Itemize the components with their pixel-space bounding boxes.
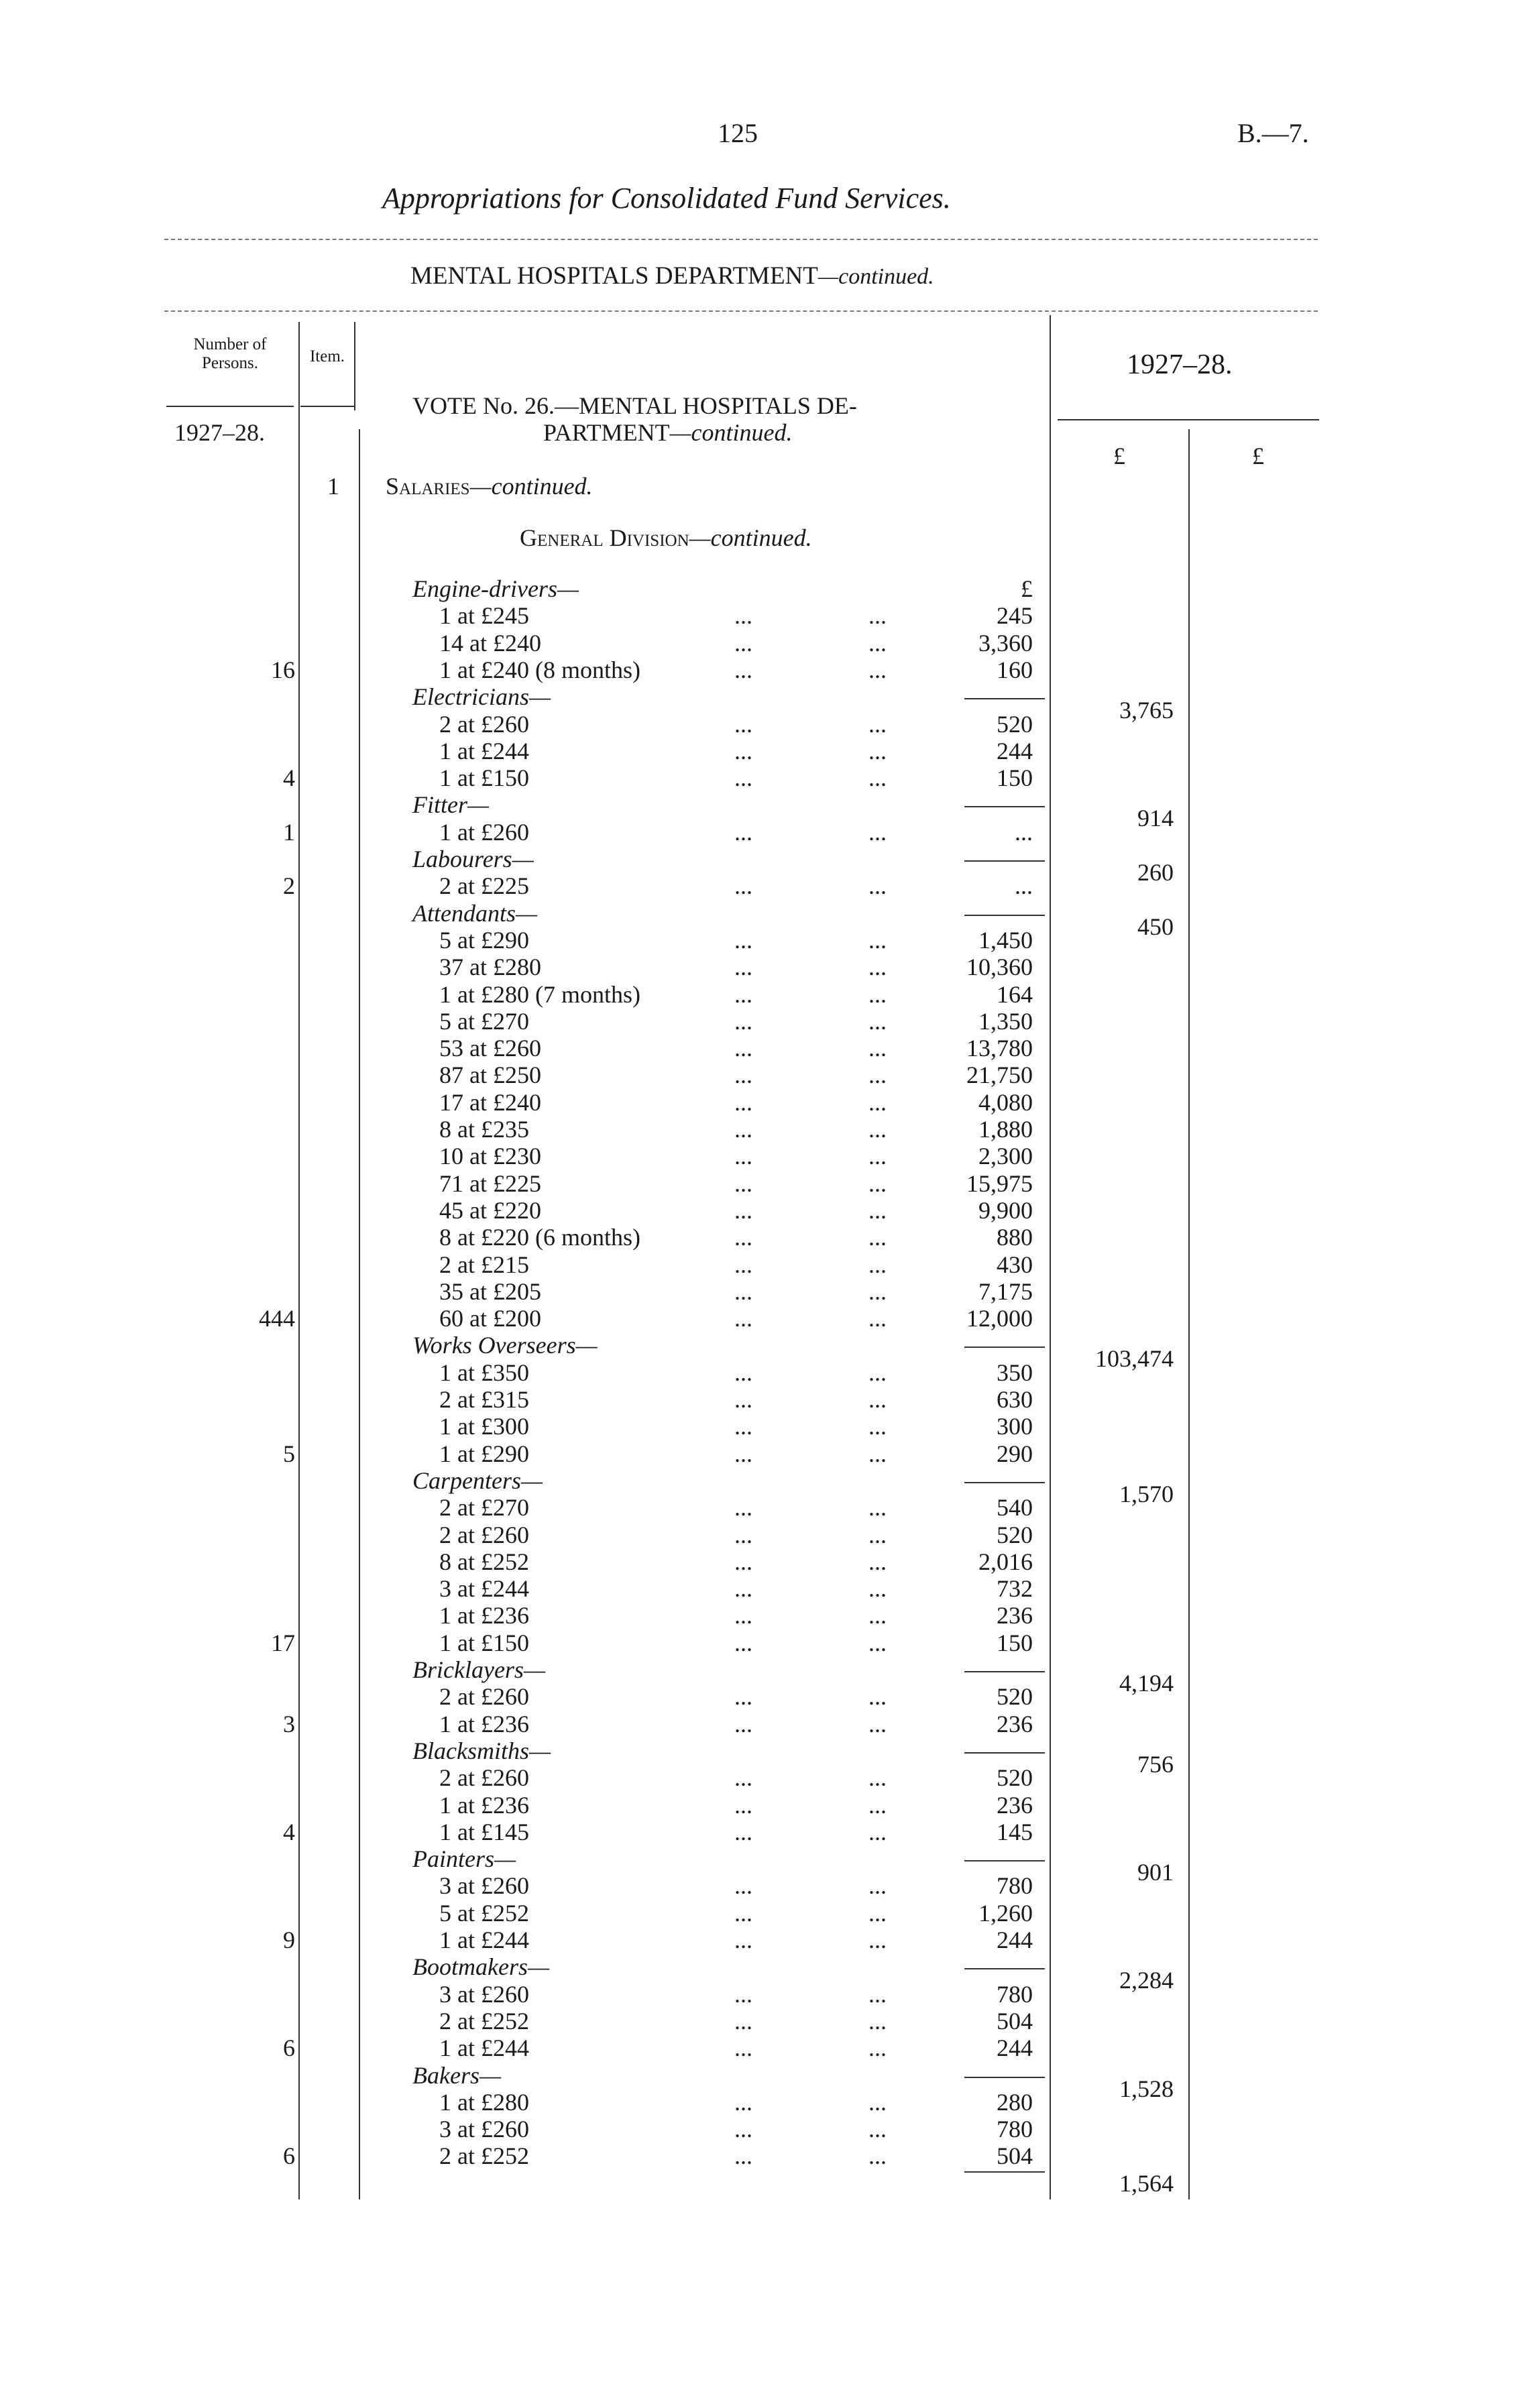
ledger-dots: ...: [734, 602, 752, 630]
ledger-dots: ...: [734, 1305, 752, 1332]
ledger-dots: ...: [868, 1872, 887, 1900]
persons-count: 9: [283, 1927, 295, 1953]
ledger-row-text: 1 at £150: [439, 1629, 529, 1656]
group-heading: Bricklayers—: [412, 1656, 545, 1683]
subtotal-rule: [964, 915, 1045, 916]
ledger-row-text: 8 at £235: [439, 1116, 529, 1143]
ledger-row-amount: 7,175: [978, 1277, 1033, 1305]
ledger-row-amount: 504: [997, 2142, 1033, 2170]
ledger-row-text: 1 at £280 (7 months): [439, 980, 640, 1008]
ledger-dots: ...: [868, 656, 887, 683]
ledger-dots: ...: [868, 1224, 887, 1251]
ledger-dots: ...: [734, 2142, 752, 2170]
ledger-dots: ...: [734, 2007, 752, 2034]
persons-count: 1: [283, 818, 295, 846]
ledger-row-amount: 520: [997, 710, 1033, 738]
ledger-row-amount: 236: [997, 1791, 1033, 1819]
ledger-row-text: 2 at £252: [439, 2007, 529, 2034]
ledger-row-amount: 520: [997, 1521, 1033, 1548]
page-number: 125: [718, 118, 758, 148]
ledger-dots: ...: [868, 872, 887, 900]
ledger-dots: ...: [734, 1710, 752, 1737]
group-heading: Engine-drivers—: [412, 575, 579, 602]
item-column-rule: [359, 429, 360, 2199]
ledger-row-amount: 145: [997, 1818, 1033, 1845]
ledger-row-text: 1 at £236: [439, 1602, 529, 1629]
item-heading-rule: [300, 406, 354, 407]
persons-count: 17: [271, 1629, 295, 1656]
ledger-row-text: 53 at £260: [439, 1035, 541, 1062]
group-total: 260: [1137, 859, 1174, 886]
ledger-dots: ...: [734, 1116, 752, 1143]
ledger-row-text: 87 at £250: [439, 1062, 541, 1089]
ledger-row-amount: 520: [997, 1683, 1033, 1711]
department-rule: [164, 310, 1318, 312]
ledger-dots: ...: [868, 1305, 887, 1332]
ledger-dots: ...: [734, 1440, 752, 1467]
ledger-row-text: 2 at £260: [439, 1521, 529, 1548]
ledger-dots: ...: [734, 764, 752, 792]
ledger-row-amount: 2,016: [978, 1548, 1033, 1575]
ledger-dots: ...: [868, 710, 887, 738]
ledger-dots: ...: [868, 1980, 887, 2008]
ledger-dots: ...: [734, 818, 752, 846]
group-heading: Labourers—: [412, 846, 534, 872]
group-total: 1,528: [1119, 2075, 1174, 2102]
ledger-row-amount: 236: [997, 1602, 1033, 1629]
ledger-row-amount: 780: [997, 1980, 1033, 2008]
ledger-row-text: 1 at £244: [439, 1927, 529, 1953]
ledger-row-text: 8 at £220 (6 months): [439, 1224, 640, 1251]
group-total: 450: [1137, 913, 1174, 940]
ledger-row-text: 1 at £236: [439, 1791, 529, 1819]
ledger-dots: ...: [734, 1386, 752, 1413]
ledger-row-amount: 290: [997, 1440, 1033, 1467]
group-total: 3,765: [1119, 697, 1174, 724]
ledger-row-amount: ...: [1015, 818, 1033, 846]
details-column-rule: [1050, 315, 1051, 2199]
ledger-dots: ...: [868, 1494, 887, 1522]
ledger-dots: ...: [868, 1629, 887, 1656]
ledger-row-amount: 150: [997, 764, 1033, 792]
ledger-dots: ...: [734, 1791, 752, 1819]
ledger-row-amount: 12,000: [966, 1305, 1033, 1332]
salaries-continued: —continued.: [469, 473, 593, 500]
ledger-row-amount: 21,750: [966, 1062, 1033, 1089]
ledger-dots: ...: [734, 1224, 752, 1251]
ledger-dots: ...: [734, 1899, 752, 1927]
ledger-dots: ...: [868, 602, 887, 630]
ledger-dots: ...: [734, 1196, 752, 1224]
group-heading: Carpenters—: [412, 1467, 543, 1494]
persons-count: 2: [283, 872, 295, 900]
ledger-row-text: 2 at £215: [439, 1251, 529, 1278]
department-heading: [410, 262, 934, 290]
ledger-row-text: 2 at £260: [439, 1764, 529, 1792]
amount-pound-sign: £: [1021, 575, 1033, 602]
ledger-dots: ...: [868, 2034, 887, 2062]
pound-sign-column-2: £: [1252, 443, 1264, 469]
ledger-row-text: 10 at £230: [439, 1143, 541, 1170]
ledger-row-amount: 300: [997, 1413, 1033, 1440]
ledger-row-text: 1 at £240 (8 months): [439, 656, 640, 683]
ledger-dots: ...: [734, 2088, 752, 2116]
group-heading: Fitter—: [412, 791, 489, 819]
item-heading: Item.: [309, 347, 345, 365]
persons-count: 5: [283, 1440, 295, 1467]
ledger-row-amount: 780: [997, 2116, 1033, 2143]
group-total: 756: [1137, 1750, 1174, 1778]
subtotal-rule: [964, 1482, 1045, 1483]
ledger-dots: ...: [868, 1521, 887, 1548]
ledger-dots: ...: [734, 1062, 752, 1089]
ledger-row-text: 5 at £270: [439, 1007, 529, 1035]
subtotal-rule: [964, 2077, 1045, 2078]
ledger-dots: ...: [868, 1791, 887, 1819]
ledger-dots: ...: [868, 1277, 887, 1305]
ledger-row-amount: 780: [997, 1872, 1033, 1900]
ledger-dots: ...: [734, 2034, 752, 2062]
group-heading: Bakers—: [412, 2061, 501, 2089]
ledger-dots: ...: [868, 1386, 887, 1413]
ledger-dots: ...: [734, 1277, 752, 1305]
group-total: 4,194: [1119, 1670, 1174, 1697]
persons-year-label: 1927–28.: [174, 419, 265, 446]
ledger-dots: ...: [734, 710, 752, 738]
division-continued: —continued.: [689, 524, 812, 551]
group-heading: Works Overseers—: [412, 1332, 598, 1359]
ledger-dots: ...: [868, 737, 887, 764]
ledger-row-amount: 10,360: [966, 954, 1033, 981]
department-continued: —continued.: [818, 264, 934, 289]
ledger-dots: ...: [734, 1088, 752, 1116]
amount-year-label: 1927–28.: [1127, 349, 1233, 380]
persons-heading-rule: [166, 406, 294, 407]
ledger-row-text: 2 at £252: [439, 2142, 529, 2170]
ledger-dots: ...: [868, 1575, 887, 1603]
ledger-dots: ...: [868, 1035, 887, 1062]
ledger-dots: ...: [734, 954, 752, 981]
item-column-rule-top: [354, 322, 355, 410]
amount-column-rule: [1188, 429, 1190, 2199]
group-heading: Painters—: [412, 1845, 516, 1873]
group-heading: Attendants—: [412, 899, 537, 927]
ledger-row-amount: 244: [997, 737, 1033, 764]
division-label: General Division: [520, 524, 689, 551]
ledger-dots: ...: [734, 1683, 752, 1711]
ledger-row-amount: 1,260: [978, 1899, 1033, 1927]
ledger-dots: ...: [868, 1169, 887, 1197]
department-name: MENTAL HOSPITALS DEPARTMENT: [410, 262, 818, 290]
ledger-dots: ...: [734, 1359, 752, 1386]
ledger-row-amount: 504: [997, 2007, 1033, 2034]
subtotal-rule: [964, 1671, 1045, 1672]
subtotal-rule: [964, 1860, 1045, 1861]
ledger-row-text: 1 at £260: [439, 818, 529, 846]
persons-count: 6: [283, 2142, 295, 2170]
group-total: 914: [1137, 805, 1174, 832]
ledger-row-amount: 160: [997, 656, 1033, 683]
ledger-row-amount: 1,350: [978, 1007, 1033, 1035]
ledger-dots: ...: [734, 926, 752, 954]
group-heading: Electricians—: [412, 683, 551, 711]
division-heading: [520, 524, 812, 551]
persons-count: 4: [283, 764, 295, 792]
group-heading: Bootmakers—: [412, 1953, 549, 1981]
ledger-dots: ...: [868, 954, 887, 981]
ledger-dots: ...: [734, 1143, 752, 1170]
ledger-row-amount: 236: [997, 1710, 1033, 1737]
salaries-label: Salaries: [386, 473, 470, 500]
ledger-row-text: 45 at £220: [439, 1196, 541, 1224]
ledger-dots: ...: [868, 2007, 887, 2034]
ledger-dots: ...: [868, 2088, 887, 2116]
ledger-dots: ...: [734, 1494, 752, 1522]
ledger-row-text: 60 at £200: [439, 1305, 541, 1332]
ledger-row-text: 3 at £260: [439, 1980, 529, 2008]
group-total: 901: [1137, 1859, 1174, 1886]
ledger-dots: ...: [734, 1602, 752, 1629]
ledger-dots: ...: [734, 1548, 752, 1575]
ledger-row-text: 1 at £244: [439, 737, 529, 764]
ledger-row-amount: 3,360: [978, 629, 1033, 656]
ledger-dots: ...: [868, 1818, 887, 1845]
ledger-row-text: 3 at £244: [439, 1575, 529, 1603]
ledger-dots: ...: [868, 1116, 887, 1143]
ledger-dots: ...: [734, 1521, 752, 1548]
group-total: 2,284: [1119, 1967, 1174, 1994]
ledger-dots: ...: [734, 1927, 752, 1953]
ledger-dots: ...: [868, 2116, 887, 2143]
persons-count: 16: [271, 656, 295, 683]
ledger-row-amount: 520: [997, 1764, 1033, 1792]
ledger-row-amount: 164: [997, 980, 1033, 1008]
subtotal-rule: [964, 1346, 1045, 1348]
ledger-dots: ...: [868, 1683, 887, 1711]
ledger-row-text: 1 at £280: [439, 2088, 529, 2116]
ledger-dots: ...: [868, 1143, 887, 1170]
ledger-row-text: 1 at £145: [439, 1818, 529, 1845]
ledger-row-amount: 280: [997, 2088, 1033, 2116]
ledger-dots: ...: [868, 1413, 887, 1440]
ledger-dots: ...: [868, 1251, 887, 1278]
group-total: 1,564: [1119, 2169, 1174, 2197]
ledger-row-text: 2 at £260: [439, 1683, 529, 1711]
ledger-dots: ...: [868, 1548, 887, 1575]
ledger-row-amount: 732: [997, 1575, 1033, 1603]
ledger-row-text: 2 at £270: [439, 1494, 529, 1522]
ledger-dots: ...: [868, 764, 887, 792]
ledger-dots: ...: [734, 1575, 752, 1603]
subtotal-rule: [964, 2171, 1045, 2173]
ledger-row-amount: 880: [997, 1224, 1033, 1251]
persons-count: 4: [283, 1818, 295, 1845]
ledger-dots: ...: [734, 872, 752, 900]
group-total: 103,474: [1095, 1345, 1174, 1373]
subtotal-rule: [964, 698, 1045, 699]
ledger-dots: ...: [734, 656, 752, 683]
ledger-dots: ...: [868, 1899, 887, 1927]
ledger-row-amount: ...: [1015, 872, 1033, 900]
ledger-row-amount: 245: [997, 602, 1033, 630]
ledger-row-amount: 15,975: [966, 1169, 1033, 1197]
number-of-persons-heading: Number of Persons.: [193, 335, 267, 372]
ledger-dots: ...: [734, 1007, 752, 1035]
ledger-row-text: 3 at £260: [439, 1872, 529, 1900]
ledger-row-amount: 2,300: [978, 1143, 1033, 1170]
ledger-dots: ...: [868, 926, 887, 954]
ledger-row-amount: 150: [997, 1629, 1033, 1656]
ledger-dots: ...: [734, 629, 752, 656]
salaries-heading: [386, 473, 593, 500]
ledger-dots: ...: [734, 1169, 752, 1197]
ledger-row-text: 5 at £252: [439, 1899, 529, 1927]
subtotal-rule: [964, 1968, 1045, 1969]
ledger-dots: ...: [868, 980, 887, 1008]
ledger-row-text: 1 at £244: [439, 2034, 529, 2062]
title-rule: [164, 239, 1318, 240]
ledger-row-text: 37 at £280: [439, 954, 541, 981]
page-title: Appropriations for Consolidated Fund Services.: [382, 182, 951, 215]
ledger-dots: ...: [868, 1927, 887, 1953]
subtotal-rule: [964, 1752, 1045, 1754]
ledger-dots: ...: [734, 980, 752, 1008]
ledger-dots: ...: [868, 629, 887, 656]
ledger-row-text: 14 at £240: [439, 629, 541, 656]
ledger-row-amount: 540: [997, 1494, 1033, 1522]
ledger-dots: ...: [868, 1007, 887, 1035]
ledger-dots: ...: [868, 2142, 887, 2170]
persons-count: 444: [259, 1305, 295, 1332]
ledger-row-text: 1 at £300: [439, 1413, 529, 1440]
ledger-row-amount: 1,450: [978, 926, 1033, 954]
ledger-dots: ...: [868, 1088, 887, 1116]
ledger-row-text: 35 at £205: [439, 1277, 541, 1305]
ledger-dots: ...: [734, 1413, 752, 1440]
ledger-row-amount: 630: [997, 1386, 1033, 1413]
pound-sign-column-1: £: [1113, 443, 1125, 469]
vote-department-name: PARTMENT: [543, 419, 670, 446]
vote-heading-line2: [543, 419, 793, 446]
ledger-row-text: 1 at £236: [439, 1710, 529, 1737]
group-heading: Blacksmiths—: [412, 1737, 551, 1764]
ledger-row-amount: 244: [997, 2034, 1033, 2062]
ledger-row-text: 1 at £290: [439, 1440, 529, 1467]
ledger-dots: ...: [734, 1818, 752, 1845]
group-total: 1,570: [1119, 1480, 1174, 1507]
ledger-row-amount: 9,900: [978, 1196, 1033, 1224]
amount-heading-rule: [1058, 419, 1319, 420]
ledger-dots: ...: [868, 818, 887, 846]
persons-count: 3: [283, 1710, 295, 1737]
ledger-row-amount: 430: [997, 1251, 1033, 1278]
ledger-row-amount: 350: [997, 1359, 1033, 1386]
ledger-row-text: 2 at £315: [439, 1386, 529, 1413]
item-number: 1: [327, 473, 339, 500]
ledger-row-amount: 13,780: [966, 1035, 1033, 1062]
ledger-dots: ...: [734, 1629, 752, 1656]
ledger-row-text: 8 at £252: [439, 1548, 529, 1575]
vote-heading-line1: VOTE No. 26.—MENTAL HOSPITALS DE-: [412, 392, 857, 419]
ledger-dots: ...: [734, 2116, 752, 2143]
ledger-row-text: 17 at £240: [439, 1088, 541, 1116]
subtotal-rule: [964, 806, 1045, 807]
vote-continued: —continued.: [669, 419, 793, 446]
ledger-dots: ...: [868, 1440, 887, 1467]
ledger-row-text: 3 at £260: [439, 2116, 529, 2143]
ledger-dots: ...: [734, 1764, 752, 1792]
ledger-dots: ...: [868, 1602, 887, 1629]
ledger-row-amount: 4,080: [978, 1088, 1033, 1116]
ledger-dots: ...: [734, 1980, 752, 2008]
ledger-row-text: 1 at £150: [439, 764, 529, 792]
ledger-dots: ...: [868, 1359, 887, 1386]
ledger-row-text: 5 at £290: [439, 926, 529, 954]
ledger-row-text: 2 at £260: [439, 710, 529, 738]
ledger-dots: ...: [734, 737, 752, 764]
persons-count: 6: [283, 2034, 295, 2062]
subtotal-rule: [964, 860, 1045, 862]
ledger-row-text: 1 at £350: [439, 1359, 529, 1386]
ledger-dots: ...: [868, 1764, 887, 1792]
page-reference: B.—7.: [1237, 118, 1309, 148]
ledger-dots: ...: [868, 1196, 887, 1224]
ledger-row-amount: 244: [997, 1927, 1033, 1953]
ledger-row-text: 71 at £225: [439, 1169, 541, 1197]
ledger-dots: ...: [734, 1872, 752, 1900]
ledger-row-text: 2 at £225: [439, 872, 529, 900]
persons-column-rule: [298, 322, 300, 2199]
ledger-dots: ...: [868, 1062, 887, 1089]
ledger-dots: ...: [734, 1251, 752, 1278]
ledger-row-amount: 1,880: [978, 1116, 1033, 1143]
ledger-dots: ...: [868, 1710, 887, 1737]
ledger-row-text: 1 at £245: [439, 602, 529, 630]
ledger-dots: ...: [734, 1035, 752, 1062]
